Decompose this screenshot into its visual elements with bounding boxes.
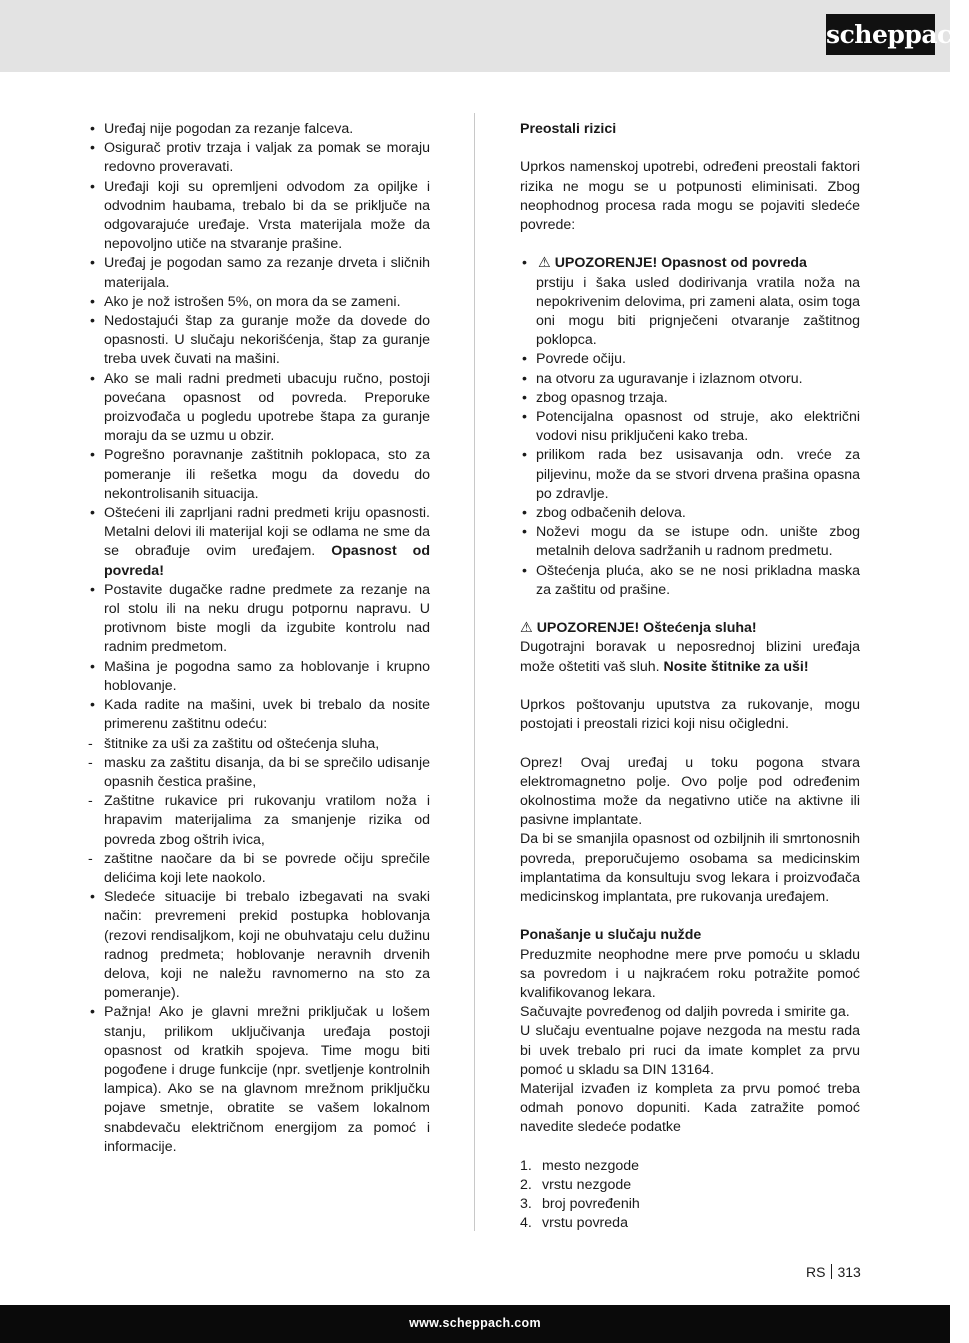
step-text: broj povređenih (542, 1196, 640, 1213)
ppe-item: - zaštitne naočare da bi se povrede očiju sprečile delićima koji lete naokolo. (88, 850, 430, 888)
page-number-value: 313 (837, 1264, 861, 1280)
list-item: • Mašina je pogodna samo za hoblovanje i krupno hoblovanje. (88, 658, 430, 696)
header-bar (0, 0, 969, 72)
list-item: • Uređaji koji su opremljeni odvodom za opiljke i odvodnim haubama, trebalo bi da se priključe na odgovarajuće uređaje. Vrsta materijala može da nepovoljno utiče na stvaranje prašine. (88, 178, 430, 255)
list-item: • Ako je nož istrošen 5%, on mora da se zameni. (88, 293, 430, 312)
list-item: • Uređaj je pogodan samo za rezanje drveta i sličnih materijala. (88, 254, 430, 292)
page-separator (831, 1264, 832, 1279)
list-item (88, 696, 430, 734)
column-divider (474, 113, 475, 1231)
step-text: vrstu nezgode (542, 1177, 632, 1194)
list-item: • na otvoru za uguravanje i izlaznom otvoru. (520, 370, 860, 389)
hearing-bold: Nosite štitnike za uši! (663, 658, 809, 675)
ppe-intro: Kada radite na mašini, uvek bi trebalo da nosite primerenu zaštitnu odeću: (104, 697, 430, 733)
list-item (520, 1176, 860, 1195)
scheppach-logo: scheppach (826, 14, 935, 55)
list-item: • zbog odbačenih delova. (520, 504, 860, 523)
left-column (88, 120, 430, 1157)
residual-risks-intro: Uprkos namenskoj upotrebi, određeni preostali faktori rizika ne mogu se u potpunosti eliminisati. Zbog neophodnog procesa rada mogu se pojaviti sledeće povrede: (520, 159, 860, 233)
residual-risks-heading: Preostali rizici (520, 121, 617, 137)
emergency-text: U slučaju eventualne pojave nezgoda na mestu rada bi uvek trebalo pri ruci da imate komplet za prvu pomoć u skladu sa DIN 13164. (520, 1023, 860, 1078)
ppe-item: - Zaštitne rukavice pri rukovanju vratilom noža i hrapavim materijalima za smanjenje rizika od povreda zbog oštrih ivica, (88, 792, 430, 850)
warning-injury-text: prstiju i šaka usled dodirivanja vratila noža na nepokrivenim delovima, pri zameni alata, osim toga oni mogu biti prignječeni otvaranje zaštitnog poklopca. (536, 274, 860, 349)
hearing-warning-heading (520, 619, 860, 638)
footer-bar (0, 1305, 950, 1343)
footer-url[interactable]: www.scheppach.com (409, 1316, 541, 1330)
instructions-note: Uprkos poštovanju uputstva za rukovanje, mogu postojati i preostali rizici koji nisu očigledni. (520, 697, 860, 733)
emf-advice: Da bi se smanjila opasnost od ozbiljnih ili smrtonosnih povreda, preporučujemo osobama sa medicinskim implantatima da konsultuju svog lekara i proizvođača medicinskog implantata, pre rukovanja uređajem. (520, 831, 860, 906)
list-item: • Potencijalna opasnost od struje, ako električni vodovi nisu priključeni kako treba. (520, 408, 860, 446)
emf-warning: Oprez! Ovaj uređaj u toku pogona stvara elektromagnetno polje. Ovo polje pod određenim okolnostima može da negativno utiče na aktivne ili pasivne implantate. (520, 754, 860, 829)
list-item: • Pogrešno poravnanje zaštitnih poklopaca, sto za pomeranje ili rešetka mogu da dovedu do nekontrolisanih situacija. (88, 446, 430, 504)
page-language: RS (806, 1264, 826, 1280)
list-item: • Ako se mali radni predmeti ubacuju ručno, postoji povećana opasnost od povreda. Preporuke proizvođača u pogledu upotrebe štapa za guranje moraju da se uzmu u obzir. (88, 370, 430, 447)
list-item (88, 504, 430, 581)
safety-list-continued (88, 888, 430, 1157)
list-item-text: Oštećeni ili zaprljani radni predmeti kriju opasnosti. Metalni delovi ili materijal koji se odlama ne sme da se obrađuje ovim uređajem. (104, 505, 430, 560)
risk-list (520, 254, 860, 600)
list-item: • Pažnja! Ako je glavni mrežni priključak u lošem stanju, prilikom uključivanja uređaja postoji opasnost od kratkih spojeva. Time mogu biti pogođene i druge funkcije (npr. svetljenje kontrolnih lampica). Ako se na glavnom mrežnom priključku pojave smetnje, obratite se vašem lokalnom snabdevaču električnom energijom za pomoć i informacije. (88, 1003, 430, 1157)
list-item: • zbog opasnog trzaja. (520, 389, 860, 408)
emergency-text: Sačuvajte povređenog od daljih povreda i smirite ga. (520, 1004, 850, 1021)
warning-injury-title: UPOZORENJE! Opasnost od povreda (554, 255, 807, 272)
step-text: mesto nezgode (542, 1157, 640, 1174)
injury-warning-bold: Opasnost od povreda! (104, 543, 430, 579)
emergency-text: Preduzmite neophodne mere prve pomoću u skladu sa povredom i u najkraćem roku potražite pomoć kvalifikovanog lekara. (520, 946, 860, 1002)
hearing-text: Dugotrajni boravak u neposrednoj blizini uređaja može oštetiti vaš sluh. (520, 639, 860, 675)
list-item: • Oštećenja pluća, ako se ne nosi prikladna maska za zaštitu od prašine. (520, 562, 860, 600)
list-item: • Osigurač protiv trzaja i valjak za pomak se moraju redovno proveravati. (88, 139, 430, 177)
ppe-item: - masku za zaštitu disanja, da bi se sprečilo udisanje opasnih čestica prašine, (88, 754, 430, 792)
list-item: • Nedostajući štap za guranje može da dovede do opasnosti. U slučaju nekorišćenja, štap za guranje treba uvek čuvati na mašini. (88, 312, 430, 370)
list-item: • Povrede očiju. (520, 350, 860, 369)
warning-triangle-icon: ⚠ (538, 255, 551, 272)
list-item: • Noževi mogu da se istupe odn. unište zbog metalnih delova sadržanih u radnom predmetu. (520, 523, 860, 561)
list-item: • Sledeće situacije bi trebalo izbegavati na svaki način: prevremeni prekid postupka hoblovanja (rezovi rendisaljkom, koji ne obuhvataju celu dužinu radnog predmeta; hoblovanje neravnih drvenih delova, koji ne naležu ravnomerno na sto za pomeranje). (88, 888, 430, 1003)
emergency-heading: Ponašanje u slučaju nužde (520, 927, 702, 944)
emergency-steps (520, 1157, 860, 1234)
hearing-warning-text (520, 638, 860, 676)
list-item (520, 1195, 860, 1214)
page-number (806, 1264, 861, 1280)
list-item (520, 1157, 860, 1176)
step-number: 1. (520, 1157, 532, 1174)
ppe-list (88, 735, 430, 889)
step-text: vrstu povreda (542, 1215, 628, 1232)
right-column (520, 120, 860, 1234)
list-item: • prilikom rada bez usisavanja odn. vreće za piljevinu, može da se stvori drvena prašina opasna po zdravlje. (520, 446, 860, 504)
emergency-text: Materijal izvađen iz kompleta za prvu pomoć treba odmah ponovo dopuniti. Kada zatražite pomoć navedite sledeće podatke (520, 1081, 860, 1136)
ppe-item: - štitnike za uši za zaštitu od oštećenja sluha, (88, 735, 430, 754)
step-number: 4. (520, 1215, 532, 1232)
step-number: 3. (520, 1196, 532, 1213)
hearing-warning-title: UPOZORENJE! Oštećenja sluha! (536, 620, 757, 637)
step-number: 2. (520, 1177, 532, 1194)
list-item (520, 1214, 860, 1233)
list-item: • Uređaj nije pogodan za rezanje falceva. (88, 120, 430, 139)
safety-list (88, 120, 430, 735)
warning-injury-item (520, 254, 860, 350)
warning-triangle-icon: ⚠ (520, 620, 533, 637)
list-item: • Postavite dugačke radne predmete za rezanje na rol stolu ili na neku drugu potpornu napravu. U protivnom biste mogli da izgubite kontrolu nad radnim predmetom. (88, 581, 430, 658)
